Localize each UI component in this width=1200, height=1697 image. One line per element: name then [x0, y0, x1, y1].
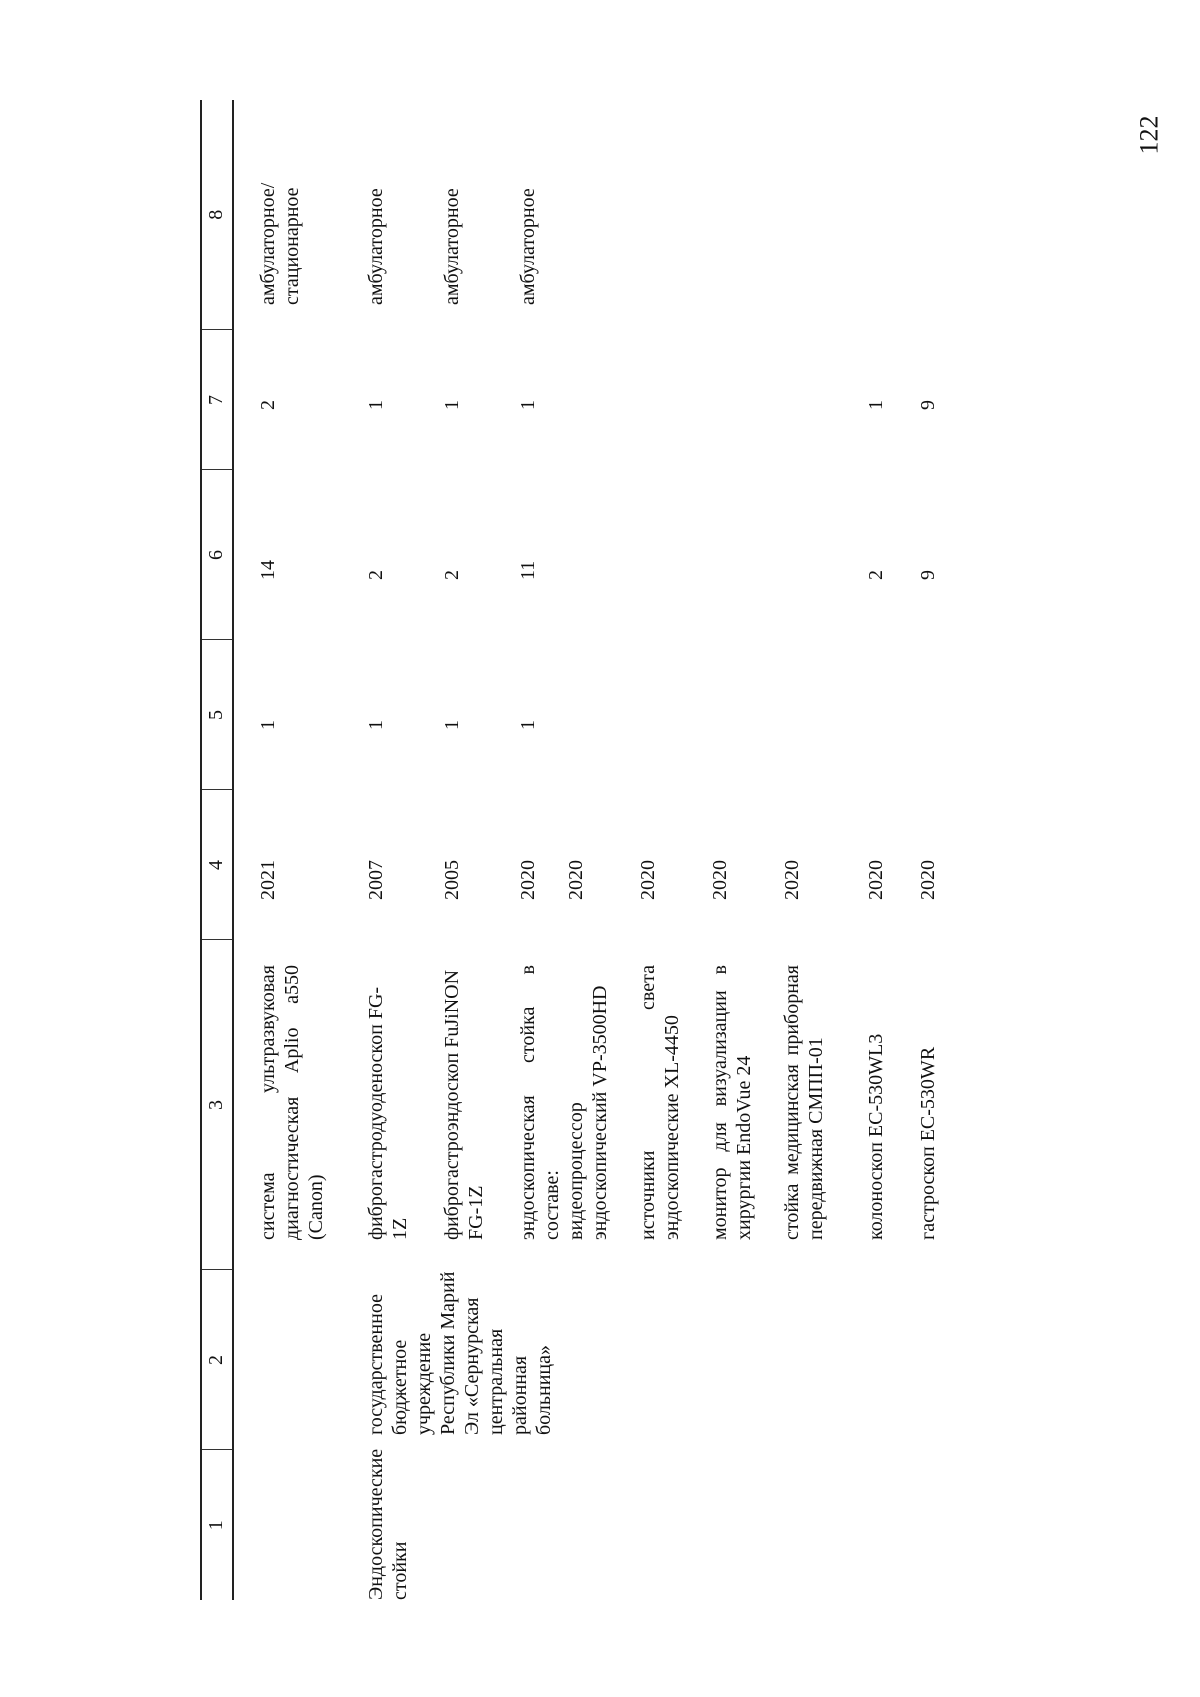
column-header-5: 5	[201, 640, 233, 790]
cell-col7: 1	[365, 400, 387, 410]
cell-institution: государственное бюджетное учреждение Республики Марий Эл «Сернурская центральная районная больница»	[365, 1271, 555, 1435]
page-number: 122	[1134, 115, 1164, 155]
cell-col7: 1	[517, 400, 539, 410]
cell-mode: амбулаторное	[517, 188, 539, 305]
cell-equipment: источники света эндоскопические XL-4450	[637, 965, 683, 1240]
cell-col7: 1	[865, 400, 887, 410]
cell-year: 2007	[365, 860, 387, 900]
table-row	[233, 100, 328, 1600]
cell-col6: 9	[917, 570, 939, 580]
column-header-3: 3	[201, 940, 233, 1270]
equipment-table	[200, 100, 940, 1600]
table-row	[828, 100, 888, 1600]
cell-equipment: монитор для визуализации в хирургии EndoVue 24	[709, 965, 755, 1240]
table-header-row	[201, 100, 233, 1600]
column-header-7: 7	[201, 330, 233, 470]
cell-mode: амбулаторное	[365, 188, 387, 305]
cell-equipment: стойка медицинская приборная передвижная СМПП-01	[781, 965, 827, 1240]
cell-col7: 9	[917, 400, 939, 410]
cell-equipment: эндоскопическая стойка в составе:	[517, 965, 563, 1240]
rotated-table-container	[200, 100, 1000, 1600]
cell-col6: 2	[365, 570, 387, 580]
cell-equipment: видеопроцессор эндоскопический VP-3500HD	[565, 985, 611, 1240]
cell-year: 2005	[441, 860, 463, 900]
cell-category: Эндоскопические стойки	[365, 1448, 411, 1600]
cell-mode: амбулаторное	[441, 188, 463, 305]
cell-equipment: система ультразвуковая диагностическая Aplio a550 (Canon)	[257, 965, 327, 1240]
cell-year: 2020	[865, 860, 887, 900]
cell-quantity: 1	[517, 720, 539, 730]
cell-quantity: 1	[441, 720, 463, 730]
cell-year: 2020	[517, 860, 539, 900]
column-header-8: 8	[201, 100, 233, 330]
cell-quantity: 1	[365, 720, 387, 730]
cell-year: 2020	[917, 860, 939, 900]
cell-col6: 2	[441, 570, 463, 580]
column-header-2: 2	[201, 1270, 233, 1450]
cell-col6: 2	[865, 570, 887, 580]
column-header-4: 4	[201, 790, 233, 940]
cell-col6: 11	[517, 560, 539, 580]
cell-col7: 1	[441, 400, 463, 410]
column-header-6: 6	[201, 470, 233, 640]
cell-year: 2020	[709, 860, 731, 900]
cell-year: 2020	[565, 860, 587, 900]
cell-year: 2021	[257, 860, 279, 900]
cell-year: 2020	[637, 860, 659, 900]
cell-equipment: фиброгастродуоденоскоп FG-1Z	[365, 986, 411, 1240]
cell-mode: амбулаторное/ стационарное	[257, 182, 303, 305]
table-row	[612, 100, 684, 1600]
table-row	[888, 100, 940, 1600]
cell-quantity: 1	[257, 720, 279, 730]
cell-col7: 2	[257, 400, 279, 410]
cell-equipment: колоноскоп EC-530WL3	[865, 1033, 887, 1240]
cell-equipment: гастроскоп EC-530WR	[917, 1046, 939, 1240]
cell-equipment: фиброгастроэндоскоп FuJiNON FG-1Z	[441, 969, 487, 1240]
cell-col6: 14	[257, 560, 279, 580]
cell-year: 2020	[781, 860, 803, 900]
table-row	[756, 100, 828, 1600]
table-row	[684, 100, 756, 1600]
column-header-1: 1	[201, 1450, 233, 1600]
table-row	[328, 100, 412, 1600]
